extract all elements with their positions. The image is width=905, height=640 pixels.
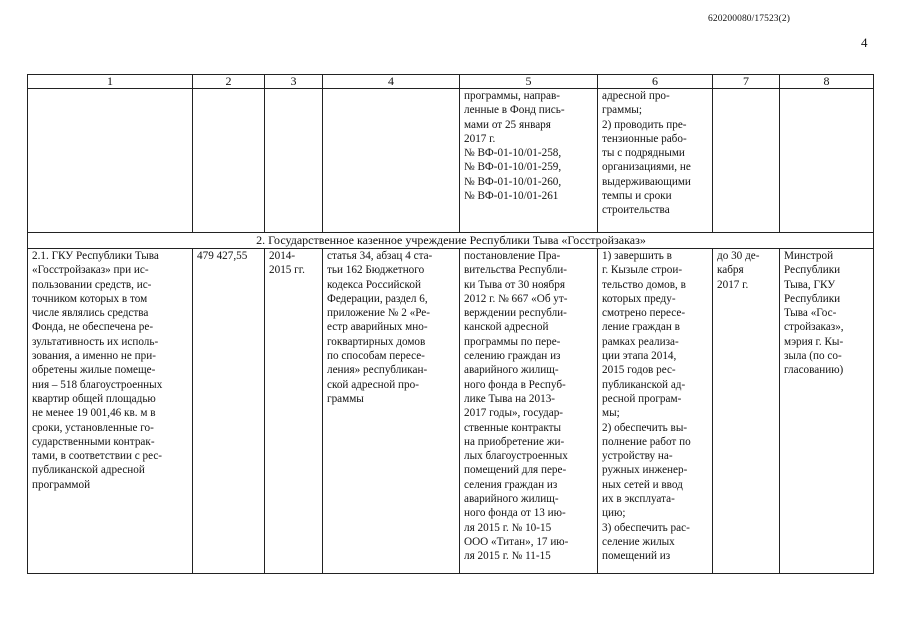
legal-basis-cell: статья 34, абзац 4 ста- тьи 162 Бюджетного кодекса Российской Федерации, раздел 6, приложение № 2 «Ре- естр аварийных мно- гоквартирных домов по способам пересе- ления» республикан- ской адресной про- граммы	[323, 249, 460, 574]
amount-cell: 479 427,55	[193, 249, 265, 574]
table-row	[28, 249, 874, 574]
table-cell: программы, направ- ленные в Фонд пись- мами от 25 января 2017 г. № ВФ-01-10/01-258, № ВФ-01-10/01-259, № ВФ-01-10/01-260, № ВФ-01-10/01-261	[460, 89, 598, 233]
measures-cell: 1) завершить в г. Кызыле строи- тельство домов, в которых преду- смотрено пересе- ление граждан в рамках реализа- ции этапа 2014, 2015 годов рес- публиканской ад- ресной програм- мы; 2) обеспечить вы- полнение работ по устройству на- ружных инженер- ных сетей и ввод их в эксплуата- цию; 3) обеспечить рас- селение жилых помещений из	[598, 249, 713, 574]
table-cell	[713, 89, 780, 233]
section-title: 2. Государственное казенное учреждение Республики Тыва «Госстройзаказ»	[28, 233, 874, 249]
responsible-cell: Минстрой Республики Тыва, ГКУ Республики Тыва «Гос- стройзаказ», мэрия г. Кы- зыла (по со- гласованию)	[780, 249, 874, 574]
documents-cell: постановление Пра- вительства Республи- ки Тыва от 30 ноября 2012 г. № 667 «Об ут- верждении республи- канской адресной программы по пере- селению граждан из аварийного жилищ- ного фонда в Респуб- лике Тыва на 2013- 2017 годы», государ- ственные контракты на приобретение жи- лых благоустроенных помещений для пере- селения граждан из аварийного жилищ- ного фонда от 13 ию- ля 2015 г. № 10-15 ООО «Титан», 17 ию- ля 2015 г. № 11-15	[460, 249, 598, 574]
deadline-cell: до 30 де- кабря 2017 г.	[713, 249, 780, 574]
continuation-row	[28, 89, 874, 233]
table-header-row	[28, 75, 874, 89]
section-row	[28, 233, 874, 249]
measures-table	[27, 74, 874, 574]
document-number: 620200080/17523(2)	[708, 14, 791, 24]
table-cell	[780, 89, 874, 233]
page-number: 4	[861, 35, 868, 50]
table-cell	[323, 89, 460, 233]
table-cell	[193, 89, 265, 233]
column-header: 7	[713, 75, 780, 89]
column-header: 5	[460, 75, 598, 89]
column-header: 3	[265, 75, 323, 89]
period-cell: 2014- 2015 гг.	[265, 249, 323, 574]
column-header: 1	[28, 75, 193, 89]
column-header: 4	[323, 75, 460, 89]
column-header: 8	[780, 75, 874, 89]
table-cell	[265, 89, 323, 233]
table-cell: адресной про- граммы; 2) проводить пре- тензионные рабо- ты с подрядными организациями, не выдерживающими темпы и сроки строительства	[598, 89, 713, 233]
column-header: 2	[193, 75, 265, 89]
column-header: 6	[598, 75, 713, 89]
violation-cell: 2.1. ГКУ Республики Тыва «Госстройзаказ» при ис- пользовании средств, ис- точником которых в том числе являлись средства Фонда, не обеспечена ре- зультативность их исполь- зования, а именно не при- обретены жилые помеще- ния – 518 благоустроенных квартир общей площадью не менее 19 001,46 кв. м в сроки, установленные го- сударственными контрак- тами, в соответствии с рес- публиканской адресной программой	[28, 249, 193, 574]
table-cell	[28, 89, 193, 233]
